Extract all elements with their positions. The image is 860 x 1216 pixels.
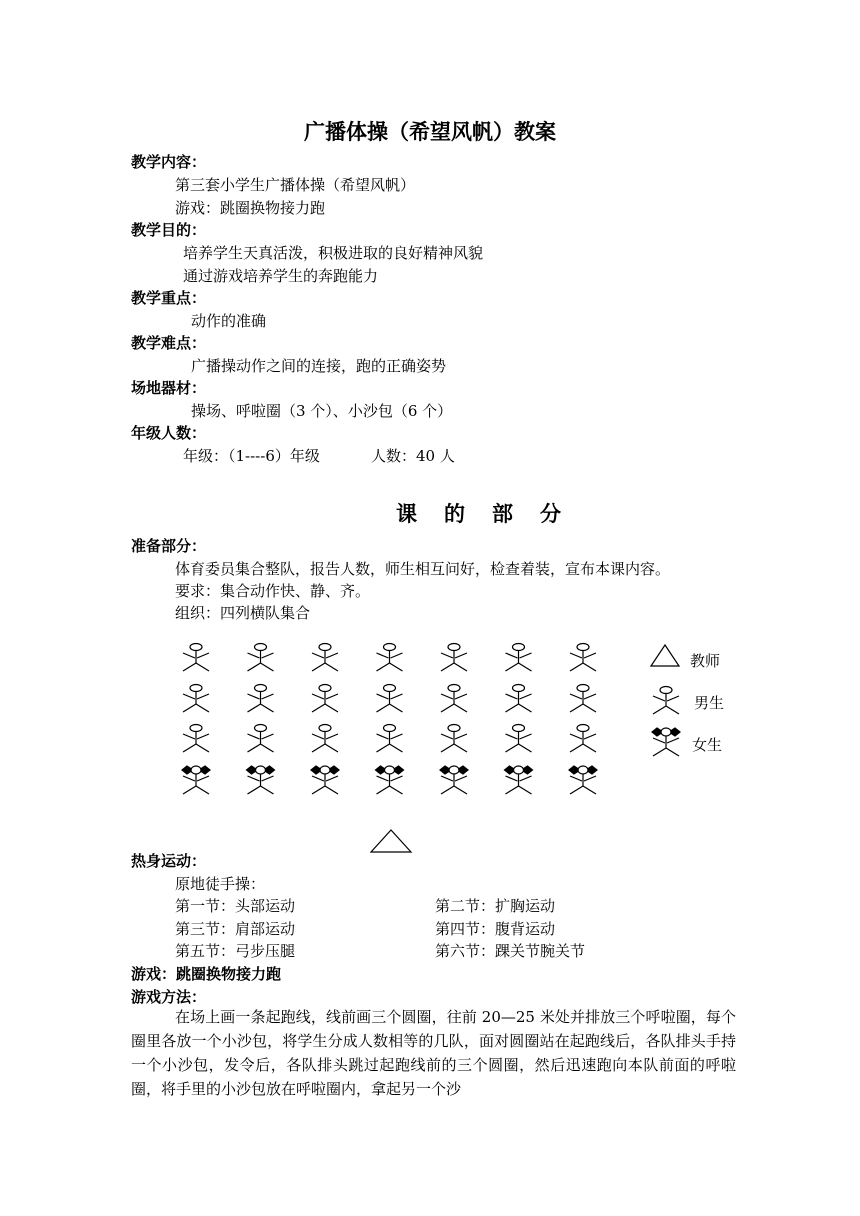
boy-figure [441,644,467,672]
equipment-heading: 场地器材： [131,379,207,397]
keypoint-line: 动作的准确 [191,312,267,330]
boy-figure [506,725,532,753]
grade-heading: 年级人数： [131,424,207,442]
prep-heading: 准备部分： [131,537,207,555]
warmup-section-1: 第一节：头部运动 [175,897,296,915]
boy-figure [377,685,403,713]
prep-line-3: 组织：四列横队集合 [175,604,311,622]
girl-figure [376,766,404,794]
warmup-heading: 热身运动： [131,852,207,870]
formation-grid [182,644,597,795]
girl-figure [440,766,468,794]
boy-figure [312,644,338,672]
boy-icon [653,687,679,715]
content-heading: 教学内容： [131,153,207,171]
game-method-text: 在场上画一条起跑线，线前画三个圆圈，往前 20—25 米处并排放三个呼啦圈，每个圈里各放一个小沙包，将学生分成人数相等的几队，面对圆圈站在起跑线后，各队排头手持一个小沙包，发令后，各队排头跳过起跑线前的三个圆圈，然后迅速跑向本队前面的呼啦圈，将手里的小沙包放在呼啦圈内，拿起另一个沙 [131,1008,736,1098]
boy-figure [570,644,596,672]
grade-text: 年级：（1----6）年级 [183,447,320,465]
difficulty-line: 广播操动作之间的连接，跑的正确姿势 [191,357,447,375]
goals-line-1: 培养学生天真活泼，积极进取的良好精神风貌 [183,244,484,262]
boy-figure [570,685,596,713]
boy-figure [248,644,274,672]
girl-figure [247,766,275,794]
legend-boy-label: 男生 [694,694,725,712]
boy-figure [441,685,467,713]
boy-figure [653,687,679,715]
teacher-icon [651,645,679,666]
boy-figure [183,725,209,753]
girl-icon [652,728,680,756]
boy-figure [377,725,403,753]
section-title: 课的部分 [396,502,588,526]
legend-girl-label: 女生 [692,736,723,754]
girl-figure [652,728,680,756]
warmup-intro: 原地徒手操： [175,875,266,893]
boy-figure [248,685,274,713]
equipment-line: 操场、呼啦圈（3 个）、小沙包（6 个） [191,402,453,420]
boy-figure [506,644,532,672]
boy-figure [377,644,403,672]
warmup-section-6: 第六节：踝关节腕关节 [435,942,586,960]
girl-figure [311,766,339,794]
warmup-section-4: 第四节：腹背运动 [435,920,556,938]
content-line-2: 游戏：跳圈换物接力跑 [175,199,326,217]
warmup-section-2: 第二节：扩胸运动 [435,897,556,915]
goals-line-2: 通过游戏培养学生的奔跑能力 [183,267,379,285]
boy-figure [248,725,274,753]
content-line-1: 第三套小学生广播体操（希望风帆） [175,176,416,194]
boy-figure [183,644,209,672]
warmup-section-3: 第三节：肩部运动 [175,920,296,938]
difficulty-heading: 教学难点： [131,334,207,352]
game-method-heading: 游戏方法： [131,988,207,1006]
prep-line-1: 体育委员集合整队，报告人数，师生相互问好，检查着装，宣布本课内容。 [175,560,671,578]
goals-heading: 教学目的： [131,221,207,239]
keypoint-heading: 教学重点： [131,289,207,307]
legend-teacher-label: 教师 [690,652,721,670]
boy-figure [441,725,467,753]
girl-figure [182,766,210,794]
prep-line-2: 要求：集合动作快、静、齐。 [175,582,371,600]
page-title: 广播体操（希望风帆）教案 [304,120,556,144]
girl-figure [569,766,597,794]
count-text: 人数：40 人 [371,447,455,465]
game-heading: 游戏：跳圈换物接力跑 [131,965,282,983]
boy-figure [312,725,338,753]
boy-figure [312,685,338,713]
girl-figure [505,766,533,794]
warmup-section-5: 第五节：弓步压腿 [175,942,296,960]
boy-figure [183,685,209,713]
boy-figure [506,685,532,713]
boy-figure [570,725,596,753]
teacher-position-icon [371,830,411,852]
